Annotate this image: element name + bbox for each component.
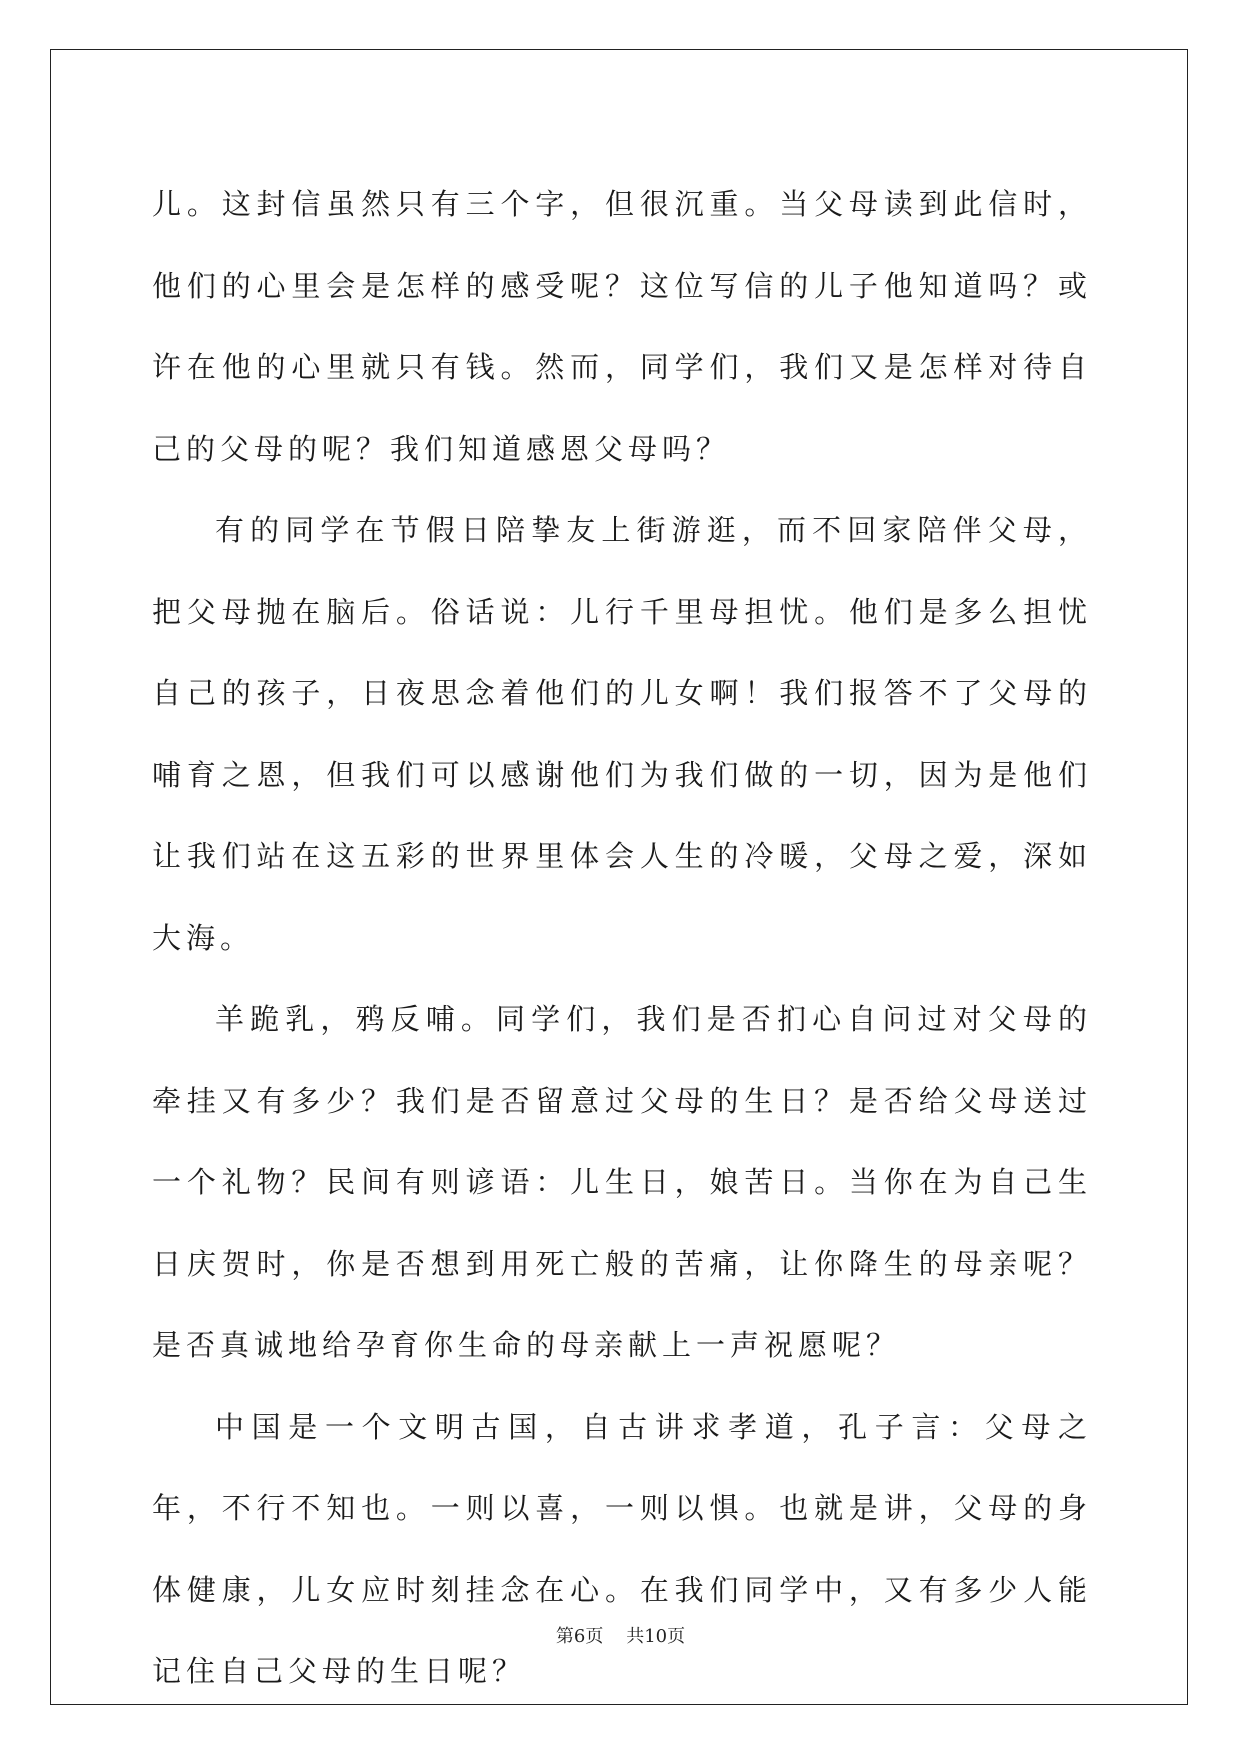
page-footer: [0, 1622, 1241, 1648]
paragraph-2: 有的同学在节假日陪挚友上街游逛，而不回家陪伴父母，把父母抛在脑后。俗话说：儿行千里母担忧。他们是多么担忧自己的孩子，日夜思念着他们的儿女啊！我们报答不了父母的哺育之恩，但我们可以感谢他们为我们做的一切，因为是他们让我们站在这五彩的世界里体会人生的冷暖，父母之爱，深如大海。: [152, 513, 1092, 955]
page-total: 共10页: [626, 1626, 686, 1647]
page-number: 第6页: [555, 1626, 604, 1647]
document-body: [152, 164, 1092, 1713]
paragraph-4: 中国是一个文明古国，自古讲求孝道，孔子言：父母之年，不行不知也。一则以喜，一则以惧。也就是讲，父母的身体健康，儿女应时刻挂念在心。在我们同学中，又有多少人能记住自己父母的生日呢？: [152, 1409, 1092, 1688]
paragraph-3: 羊跪乳，鸦反哺。同学们，我们是否扪心自问过对父母的牵挂又有多少？我们是否留意过父母的生日？是否给父母送过一个礼物？民间有则谚语：儿生日，娘苦日。当你在为自己生日庆贺时，你是否想到用死亡般的苦痛，让你降生的母亲呢？是否真诚地给孕育你生命的母亲献上一声祝愿呢？: [152, 1002, 1092, 1362]
paragraph-1: 儿。这封信虽然只有三个字，但很沉重。当父母读到此信时，他们的心里会是怎样的感受呢？这位写信的儿子他知道吗？或许在他的心里就只有钱。然而，同学们，我们又是怎样对待自己的父母的呢？我们知道感恩父母吗？: [152, 187, 1092, 466]
